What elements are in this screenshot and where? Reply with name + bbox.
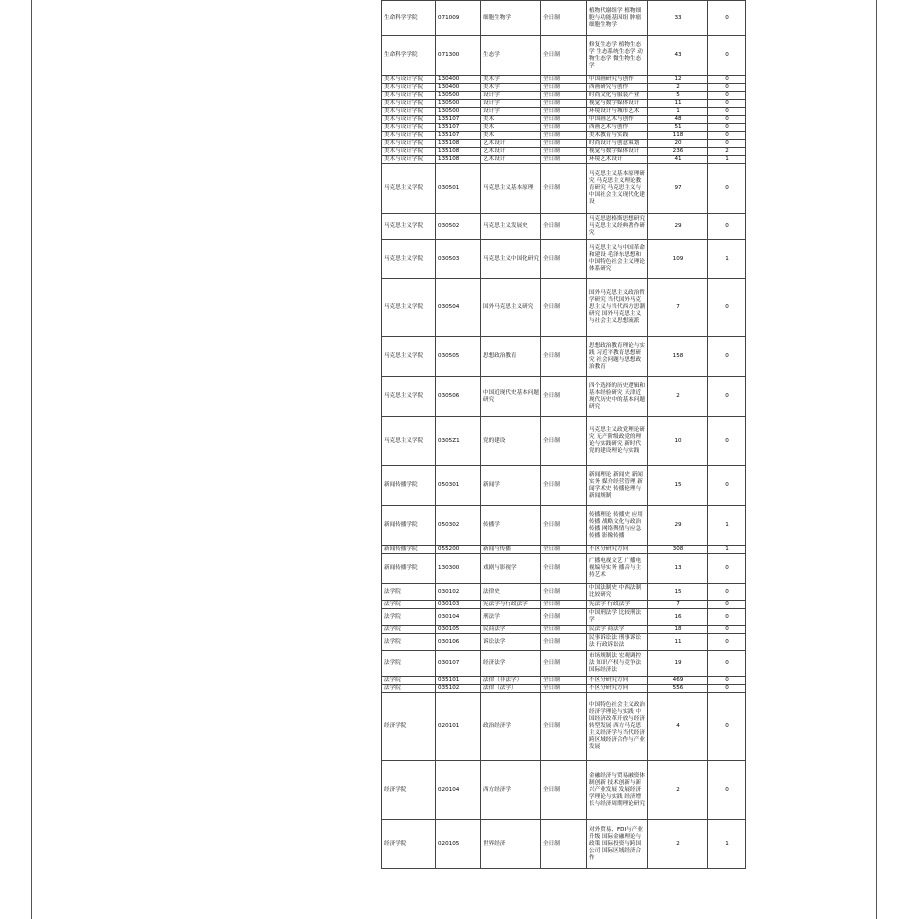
- mode-cell: 全日制: [541, 148, 587, 156]
- mode-cell: 全日制: [541, 377, 587, 417]
- major-cell: 法律史: [481, 584, 541, 601]
- table-row: [382, 100, 746, 108]
- direction-cell: 时尚文化与服装产业: [587, 92, 648, 100]
- direction-cell: 对外贸易、FDI与产业升级 国际金融理论与政策 国际投资与跨国公司 国际区域经济合作: [587, 820, 648, 869]
- major-cell: 艺术设计: [481, 156, 541, 164]
- code-cell: 020101: [436, 693, 481, 761]
- mode-cell: 全日制: [541, 279, 587, 337]
- code-cell: 035102: [436, 685, 481, 693]
- table-row: [382, 554, 746, 584]
- plan-count-cell: 2: [648, 377, 708, 417]
- direction-cell: 时尚设计与创意策划: [587, 140, 648, 148]
- direction-cell: 中国特色社会主义政治经济学理论与实践 中国经济改革开放与经济转型发展 西方马克思主义经济学与当代经济 跨区域经济合作与产业发展: [587, 693, 648, 761]
- plan-count-cell: 48: [648, 116, 708, 124]
- direction-cell: 西画艺术与创作: [587, 124, 648, 132]
- direction-cell: 修复生态学 植物生态学 生态系统生态学 动物生态学 微生物生态学: [587, 36, 648, 76]
- college-cell: 新闻传播学院: [382, 546, 436, 554]
- college-cell: 马克思主义学院: [382, 240, 436, 279]
- table-row: [382, 36, 746, 76]
- major-cell: 设计学: [481, 108, 541, 116]
- mode-cell: 全日制: [541, 466, 587, 506]
- college-cell: 经济学院: [382, 820, 436, 869]
- direction-cell: 四个选择的历史逻辑和基本经验研究 天津近现代历史中的基本问题研究: [587, 377, 648, 417]
- extra-count-cell: 0: [708, 1, 746, 36]
- college-cell: 经济学院: [382, 761, 436, 820]
- plan-count-cell: 11: [648, 634, 708, 651]
- direction-cell: 国外马克思主义政治哲学研究 当代国外马克思主义与当代西方思潮研究 国外马克思主义与社会主义思想流派: [587, 279, 648, 337]
- extra-count-cell: 0: [708, 164, 746, 214]
- code-cell: 130400: [436, 84, 481, 92]
- table-row: [382, 693, 746, 761]
- major-cell: 马克思主义中国化研究: [481, 240, 541, 279]
- plan-count-cell: 12: [648, 76, 708, 84]
- direction-cell: 视觉与数字媒体设计: [587, 148, 648, 156]
- mode-cell: 全日制: [541, 214, 587, 240]
- plan-count-cell: 51: [648, 124, 708, 132]
- extra-count-cell: 0: [708, 377, 746, 417]
- major-cell: 细胞生物学: [481, 1, 541, 36]
- table-row: [382, 337, 746, 377]
- extra-count-cell: 0: [708, 417, 746, 466]
- extra-count-cell: 0: [708, 92, 746, 100]
- direction-cell: 传播理论 传播史 应用传播 战略文化与政治传播 网络舆情与应急传播 影像传播: [587, 506, 648, 546]
- code-cell: 130400: [436, 76, 481, 84]
- table-row: [382, 84, 746, 92]
- plan-count-cell: 16: [648, 609, 708, 626]
- direction-cell: 金融经济与贸易融资体制创新 技术创新与新兴产业发展 发展经济学理论与实践 经济增长与经济周期理论研究: [587, 761, 648, 820]
- code-cell: 020105: [436, 820, 481, 869]
- college-cell: 美术与设计学院: [382, 124, 436, 132]
- mode-cell: 全日制: [541, 337, 587, 377]
- extra-count-cell: 0: [708, 100, 746, 108]
- major-cell: 政治经济学: [481, 693, 541, 761]
- major-cell: 美术学: [481, 84, 541, 92]
- college-cell: 美术与设计学院: [382, 108, 436, 116]
- extra-count-cell: 2: [708, 148, 746, 156]
- major-cell: 法律（非法学）: [481, 677, 541, 685]
- table-row: [382, 546, 746, 554]
- plan-count-cell: 43: [648, 36, 708, 76]
- direction-cell: 市场规制法 宏观调控法 知识产权与竞争法 国际经济法: [587, 651, 648, 677]
- direction-cell: 马克思主义政党理论研究 无产阶级政党的理论与实践研究 新时代党的建设理论与实践: [587, 417, 648, 466]
- extra-count-cell: 1: [708, 156, 746, 164]
- plan-count-cell: 469: [648, 677, 708, 685]
- mode-cell: 全日制: [541, 651, 587, 677]
- mode-cell: 全日制: [541, 132, 587, 140]
- code-cell: 030501: [436, 164, 481, 214]
- code-cell: 135107: [436, 132, 481, 140]
- mode-cell: 全日制: [541, 685, 587, 693]
- major-cell: 新闻与传播: [481, 546, 541, 554]
- direction-cell: 植物代谢组学 植物细胞与功能基因组 肿瘤细胞生物学: [587, 1, 648, 36]
- extra-count-cell: 0: [708, 337, 746, 377]
- plan-count-cell: 15: [648, 466, 708, 506]
- mode-cell: 全日制: [541, 140, 587, 148]
- direction-cell: 环境艺术设计: [587, 156, 648, 164]
- direction-cell: 中国法制史 中西法制比较研究: [587, 584, 648, 601]
- college-cell: 美术与设计学院: [382, 132, 436, 140]
- code-cell: 135107: [436, 116, 481, 124]
- major-cell: 中国近现代史基本问题研究: [481, 377, 541, 417]
- extra-count-cell: 0: [708, 677, 746, 685]
- college-cell: 美术与设计学院: [382, 156, 436, 164]
- plan-count-cell: 2: [648, 84, 708, 92]
- table-row: [382, 140, 746, 148]
- table-row: [382, 240, 746, 279]
- table-row: [382, 626, 746, 634]
- plan-count-cell: 2: [648, 820, 708, 869]
- major-cell: 马克思主义基本原理: [481, 164, 541, 214]
- college-cell: 美术与设计学院: [382, 116, 436, 124]
- plan-count-cell: 15: [648, 584, 708, 601]
- major-cell: 传播学: [481, 506, 541, 546]
- extra-count-cell: 0: [708, 132, 746, 140]
- plan-count-cell: 97: [648, 164, 708, 214]
- direction-cell: 不区分研究方向: [587, 685, 648, 693]
- table-row: [382, 279, 746, 337]
- extra-count-cell: 0: [708, 693, 746, 761]
- college-cell: 美术与设计学院: [382, 140, 436, 148]
- plan-count-cell: 118: [648, 132, 708, 140]
- extra-count-cell: 0: [708, 685, 746, 693]
- extra-count-cell: 0: [708, 36, 746, 76]
- extra-count-cell: 0: [708, 626, 746, 634]
- plan-count-cell: 10: [648, 417, 708, 466]
- mode-cell: 全日制: [541, 92, 587, 100]
- direction-cell: 不区分研究方向: [587, 546, 648, 554]
- plan-count-cell: 20: [648, 140, 708, 148]
- mode-cell: 全日制: [541, 156, 587, 164]
- code-cell: 030505: [436, 337, 481, 377]
- code-cell: 030103: [436, 601, 481, 609]
- table-row: [382, 377, 746, 417]
- direction-cell: 广播电视文艺 广播电视编导实务 播音与主持艺术: [587, 554, 648, 584]
- direction-cell: 马克思主义与中国革命和建设 毛泽东思想和中国特色社会主义理论体系研究: [587, 240, 648, 279]
- mode-cell: 全日制: [541, 626, 587, 634]
- extra-count-cell: 0: [708, 76, 746, 84]
- plan-count-cell: 13: [648, 554, 708, 584]
- table-row: [382, 506, 746, 546]
- code-cell: 071009: [436, 1, 481, 36]
- mode-cell: 全日制: [541, 584, 587, 601]
- mode-cell: 全日制: [541, 609, 587, 626]
- major-cell: 设计学: [481, 92, 541, 100]
- direction-cell: 中国画艺术与创作: [587, 116, 648, 124]
- code-cell: 130500: [436, 92, 481, 100]
- table-row: [382, 214, 746, 240]
- direction-cell: 视觉与数字媒体设计: [587, 100, 648, 108]
- mode-cell: 全日制: [541, 108, 587, 116]
- code-cell: 030506: [436, 377, 481, 417]
- major-cell: 戏剧与影视学: [481, 554, 541, 584]
- table-row: [382, 1, 746, 36]
- code-cell: 071300: [436, 36, 481, 76]
- extra-count-cell: 1: [708, 506, 746, 546]
- code-cell: 030503: [436, 240, 481, 279]
- direction-cell: 不区分研究方向: [587, 677, 648, 685]
- table-row: [382, 651, 746, 677]
- table-row: [382, 417, 746, 466]
- college-cell: 美术与设计学院: [382, 92, 436, 100]
- code-cell: 035101: [436, 677, 481, 685]
- code-cell: 030107: [436, 651, 481, 677]
- direction-cell: 宪法学 行政法学: [587, 601, 648, 609]
- code-cell: 030504: [436, 279, 481, 337]
- table-row: [382, 609, 746, 626]
- table-row: [382, 116, 746, 124]
- page-border-right: [876, 0, 877, 919]
- direction-cell: 新闻理论 新闻史 新闻实务 媒介经营管理 新闻学术史 传播伦理与新闻规制: [587, 466, 648, 506]
- page-border-left: [31, 0, 32, 919]
- plan-count-cell: 109: [648, 240, 708, 279]
- mode-cell: 全日制: [541, 634, 587, 651]
- extra-count-cell: 0: [708, 108, 746, 116]
- college-cell: 法学院: [382, 626, 436, 634]
- code-cell: 135107: [436, 124, 481, 132]
- code-cell: 030102: [436, 584, 481, 601]
- table-row: [382, 156, 746, 164]
- code-cell: 135108: [436, 148, 481, 156]
- direction-cell: 民事诉讼法 刑事诉讼法 行政诉讼法: [587, 634, 648, 651]
- code-cell: 050302: [436, 506, 481, 546]
- mode-cell: 全日制: [541, 601, 587, 609]
- college-cell: 法学院: [382, 651, 436, 677]
- table-row: [382, 634, 746, 651]
- major-cell: 艺术设计: [481, 140, 541, 148]
- extra-count-cell: 1: [708, 820, 746, 869]
- mode-cell: 全日制: [541, 677, 587, 685]
- plan-count-cell: 33: [648, 1, 708, 36]
- college-cell: 马克思主义学院: [382, 417, 436, 466]
- major-cell: 生态学: [481, 36, 541, 76]
- plan-count-cell: 29: [648, 506, 708, 546]
- extra-count-cell: 0: [708, 124, 746, 132]
- college-cell: 马克思主义学院: [382, 279, 436, 337]
- plan-count-cell: 158: [648, 337, 708, 377]
- code-cell: 030105: [436, 626, 481, 634]
- mode-cell: 全日制: [541, 820, 587, 869]
- college-cell: 新闻传播学院: [382, 506, 436, 546]
- college-cell: 法学院: [382, 634, 436, 651]
- plan-count-cell: 4: [648, 693, 708, 761]
- code-cell: 135108: [436, 156, 481, 164]
- table-row: [382, 124, 746, 132]
- table-row: [382, 76, 746, 84]
- code-cell: 135108: [436, 140, 481, 148]
- major-cell: 马克思主义发展史: [481, 214, 541, 240]
- code-cell: 130300: [436, 554, 481, 584]
- major-cell: 设计学: [481, 100, 541, 108]
- extra-count-cell: 1: [708, 240, 746, 279]
- major-cell: 诉讼法学: [481, 634, 541, 651]
- major-cell: 西方经济学: [481, 761, 541, 820]
- major-cell: 刑法学: [481, 609, 541, 626]
- major-cell: 美术学: [481, 76, 541, 84]
- major-cell: 宪法学与行政法学: [481, 601, 541, 609]
- table-row: [382, 601, 746, 609]
- enrollment-table-body: [382, 1, 746, 869]
- mode-cell: 全日制: [541, 506, 587, 546]
- plan-count-cell: 7: [648, 279, 708, 337]
- college-cell: 法学院: [382, 677, 436, 685]
- plan-count-cell: 7: [648, 601, 708, 609]
- plan-count-cell: 308: [648, 546, 708, 554]
- extra-count-cell: 0: [708, 554, 746, 584]
- table-row: [382, 132, 746, 140]
- code-cell: 020104: [436, 761, 481, 820]
- mode-cell: 全日制: [541, 554, 587, 584]
- direction-cell: 民法学 商法学: [587, 626, 648, 634]
- mode-cell: 全日制: [541, 124, 587, 132]
- extra-count-cell: 0: [708, 761, 746, 820]
- plan-count-cell: 29: [648, 214, 708, 240]
- college-cell: 法学院: [382, 685, 436, 693]
- college-cell: 马克思主义学院: [382, 337, 436, 377]
- plan-count-cell: 236: [648, 148, 708, 156]
- mode-cell: 全日制: [541, 546, 587, 554]
- code-cell: 0305Z1: [436, 417, 481, 466]
- college-cell: 美术与设计学院: [382, 76, 436, 84]
- major-cell: 美术: [481, 124, 541, 132]
- college-cell: 美术与设计学院: [382, 148, 436, 156]
- mode-cell: 全日制: [541, 164, 587, 214]
- table-row: [382, 466, 746, 506]
- mode-cell: 全日制: [541, 240, 587, 279]
- mode-cell: 全日制: [541, 84, 587, 92]
- direction-cell: 环境设计与城市艺术: [587, 108, 648, 116]
- extra-count-cell: 0: [708, 584, 746, 601]
- direction-cell: 美术教育与实践: [587, 132, 648, 140]
- table-row: [382, 92, 746, 100]
- direction-cell: 西画研究与创作: [587, 84, 648, 92]
- extra-count-cell: 1: [708, 546, 746, 554]
- plan-count-cell: 1: [648, 108, 708, 116]
- extra-count-cell: 0: [708, 84, 746, 92]
- major-cell: 美术: [481, 132, 541, 140]
- major-cell: 国外马克思主义研究: [481, 279, 541, 337]
- college-cell: 经济学院: [382, 693, 436, 761]
- plan-count-cell: 2: [648, 761, 708, 820]
- table-row: [382, 148, 746, 156]
- extra-count-cell: 0: [708, 609, 746, 626]
- mode-cell: 全日制: [541, 116, 587, 124]
- college-cell: 新闻传播学院: [382, 466, 436, 506]
- plan-count-cell: 18: [648, 626, 708, 634]
- direction-cell: 马克思恩格斯思想研究 马克思主义经典著作研究: [587, 214, 648, 240]
- code-cell: 130500: [436, 108, 481, 116]
- mode-cell: 全日制: [541, 100, 587, 108]
- college-cell: 新闻传播学院: [382, 554, 436, 584]
- extra-count-cell: 0: [708, 140, 746, 148]
- mode-cell: 全日制: [541, 417, 587, 466]
- major-cell: 思想政治教育: [481, 337, 541, 377]
- mode-cell: 全日制: [541, 761, 587, 820]
- major-cell: 经济法学: [481, 651, 541, 677]
- extra-count-cell: 0: [708, 634, 746, 651]
- college-cell: 马克思主义学院: [382, 214, 436, 240]
- table-row: [382, 108, 746, 116]
- major-cell: 美术: [481, 116, 541, 124]
- table-row: [382, 685, 746, 693]
- table-row: [382, 164, 746, 214]
- mode-cell: 全日制: [541, 693, 587, 761]
- mode-cell: 全日制: [541, 1, 587, 36]
- plan-count-cell: 19: [648, 651, 708, 677]
- table-row: [382, 677, 746, 685]
- college-cell: 法学院: [382, 609, 436, 626]
- college-cell: 法学院: [382, 584, 436, 601]
- extra-count-cell: 0: [708, 116, 746, 124]
- plan-count-cell: 11: [648, 100, 708, 108]
- extra-count-cell: 0: [708, 279, 746, 337]
- code-cell: 130500: [436, 100, 481, 108]
- major-cell: 世界经济: [481, 820, 541, 869]
- direction-cell: 马克思主义基本原理研究 马克思主义理论教育研究 马克思主义与中国社会主义现代化建设: [587, 164, 648, 214]
- code-cell: 030106: [436, 634, 481, 651]
- college-cell: 马克思主义学院: [382, 377, 436, 417]
- extra-count-cell: 0: [708, 214, 746, 240]
- direction-cell: 中国画研究与创作: [587, 76, 648, 84]
- major-cell: 新闻学: [481, 466, 541, 506]
- code-cell: 055200: [436, 546, 481, 554]
- mode-cell: 全日制: [541, 76, 587, 84]
- direction-cell: 思想政治教育理论与实践 习近平教育思想研究 社会问题与思想政治教育: [587, 337, 648, 377]
- plan-count-cell: 41: [648, 156, 708, 164]
- extra-count-cell: 0: [708, 651, 746, 677]
- major-cell: 法律（法学）: [481, 685, 541, 693]
- table-row: [382, 584, 746, 601]
- college-cell: 生命科学学院: [382, 36, 436, 76]
- college-cell: 法学院: [382, 601, 436, 609]
- extra-count-cell: 0: [708, 601, 746, 609]
- extra-count-cell: 0: [708, 466, 746, 506]
- table-row: [382, 761, 746, 820]
- enrollment-table: [381, 0, 746, 869]
- table-row: [382, 820, 746, 869]
- college-cell: 马克思主义学院: [382, 164, 436, 214]
- college-cell: 美术与设计学院: [382, 84, 436, 92]
- major-cell: 民商法学: [481, 626, 541, 634]
- code-cell: 050301: [436, 466, 481, 506]
- mode-cell: 全日制: [541, 36, 587, 76]
- code-cell: 030502: [436, 214, 481, 240]
- college-cell: 美术与设计学院: [382, 100, 436, 108]
- major-cell: 党的建设: [481, 417, 541, 466]
- college-cell: 生命科学学院: [382, 1, 436, 36]
- plan-count-cell: 5: [648, 92, 708, 100]
- direction-cell: 中国刑法学 比较刑法学: [587, 609, 648, 626]
- code-cell: 030104: [436, 609, 481, 626]
- major-cell: 艺术设计: [481, 148, 541, 156]
- plan-count-cell: 556: [648, 685, 708, 693]
